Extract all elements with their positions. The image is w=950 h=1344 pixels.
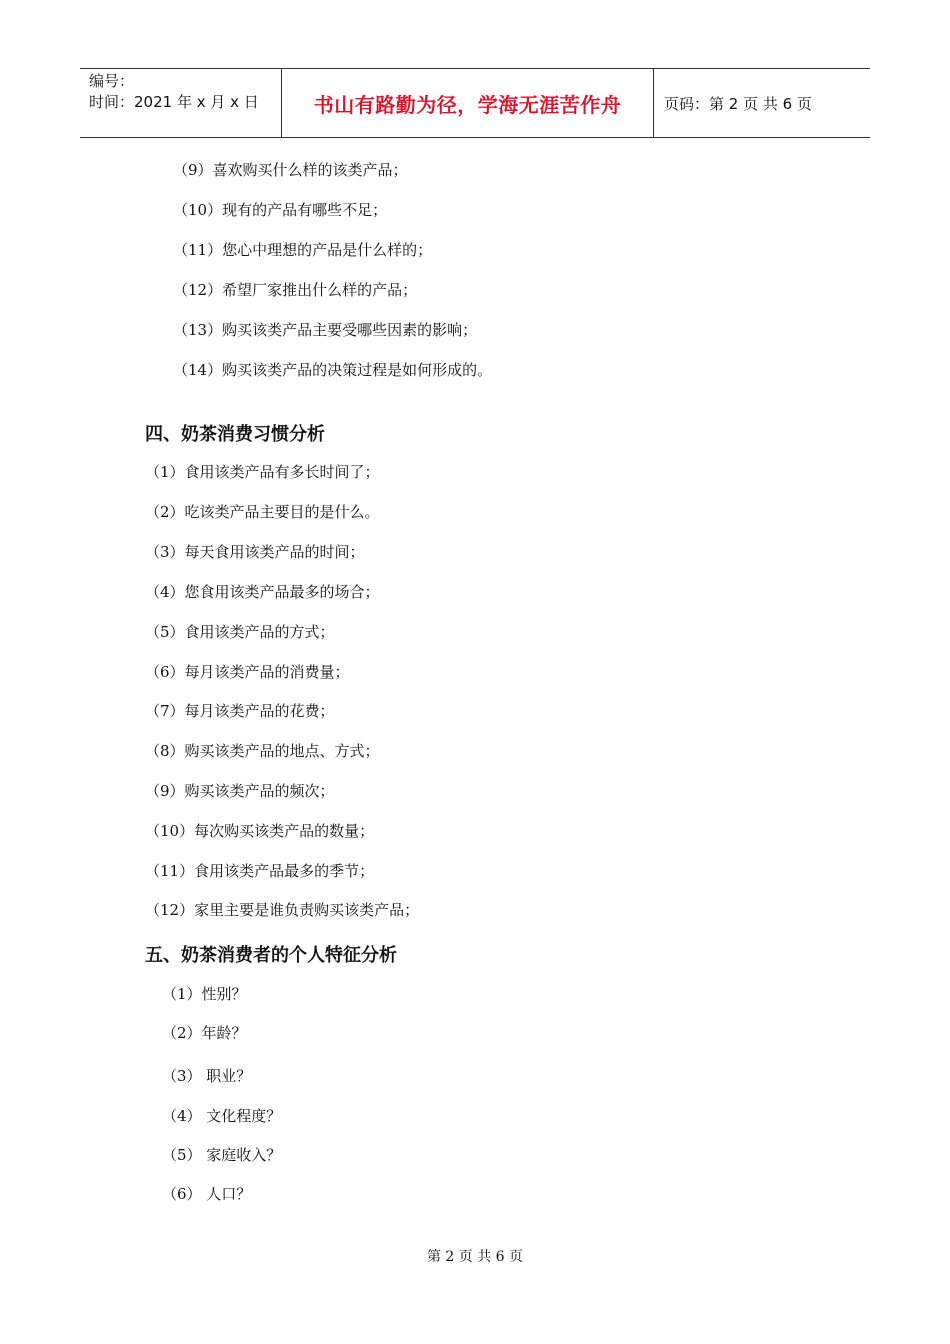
section-heading: 四、奶茶消费习惯分析 xyxy=(145,424,325,445)
section-heading: 五、奶茶消费者的个人特征分析 xyxy=(145,945,397,966)
list-item: （12）希望厂家推出什么样的产品； xyxy=(173,281,418,299)
list-item: （1）食用该类产品有多长时间了； xyxy=(145,463,380,481)
list-item: （13）购买该类产品主要受哪些因素的影响； xyxy=(173,321,478,339)
document-number-label: 编号： xyxy=(89,72,135,90)
page-header xyxy=(80,68,870,138)
list-item: （7）每月该类产品的花费； xyxy=(145,702,335,720)
list-item: （10）每次购买该类产品的数量； xyxy=(145,822,375,840)
document-date-label: 时间：2021 年 x 月 x 日 xyxy=(89,93,259,111)
list-item: （11）您心中理想的产品是什么样的； xyxy=(173,241,433,259)
list-item: （3）每天食用该类产品的时间； xyxy=(145,543,365,561)
list-item: （4） 文化程度？ xyxy=(162,1107,282,1125)
list-item: （4）您食用该类产品最多的场合； xyxy=(145,583,380,601)
list-item: （2）年龄？ xyxy=(162,1024,247,1042)
list-item: （14）购买该类产品的决策过程是如何形成的。 xyxy=(173,361,493,379)
list-item: （9）喜欢购买什么样的该类产品； xyxy=(173,161,408,179)
list-item: （6）每月该类产品的消费量； xyxy=(145,663,350,681)
list-item: （12）家里主要是谁负责购买该类产品； xyxy=(145,901,420,919)
list-item: （2）吃该类产品主要目的是什么。 xyxy=(145,503,380,521)
header-page-number: 页码：第 2 页 共 6 页 xyxy=(664,94,812,113)
list-item: （1）性别？ xyxy=(162,985,247,1003)
page-footer: 第 2 页 共 6 页 xyxy=(426,1249,524,1265)
list-item: （11）食用该类产品最多的季节； xyxy=(145,862,375,880)
header-meta xyxy=(80,69,282,137)
list-item: （3） 职业？ xyxy=(162,1067,252,1085)
list-item: （5） 家庭收入？ xyxy=(162,1146,282,1164)
list-item: （10）现有的产品有哪些不足； xyxy=(173,201,388,219)
list-item: （8）购买该类产品的地点、方式； xyxy=(145,742,380,760)
list-item: （6） 人口？ xyxy=(162,1185,252,1203)
header-motto: 书山有路勤为径，学海无涯苦作舟 xyxy=(282,69,654,137)
list-item: （9）购买该类产品的频次； xyxy=(145,782,335,800)
list-item: （5）食用该类产品的方式； xyxy=(145,623,335,641)
